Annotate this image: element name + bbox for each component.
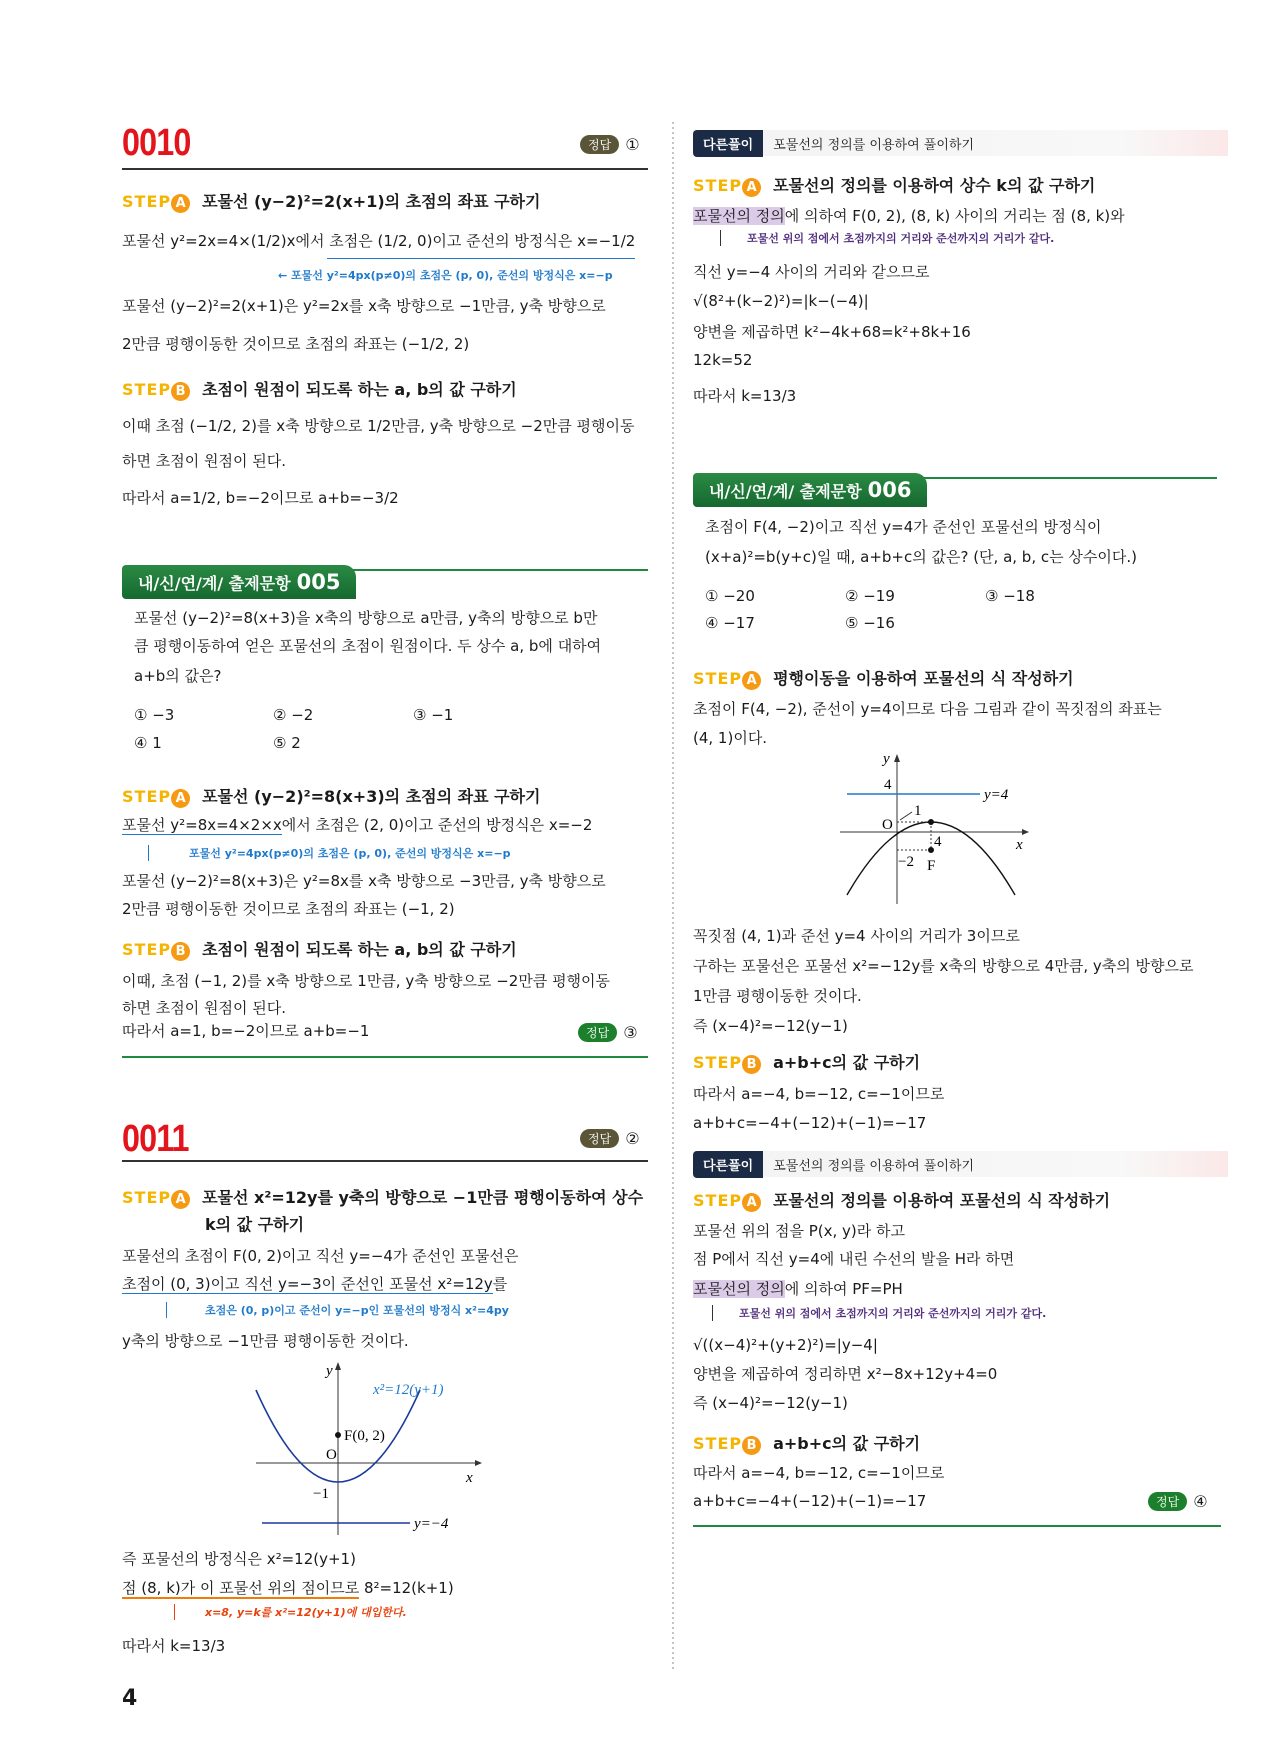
step-b-heading: STEP B a+b+c의 값 구하기: [693, 1053, 921, 1072]
origin-label: O: [882, 817, 893, 833]
choice-4: ④ 1: [134, 734, 162, 752]
section-rule: [122, 1056, 648, 1058]
choice-1: ① −3: [134, 706, 175, 724]
section-rule: [693, 1525, 1221, 1527]
answer-value: ①: [625, 135, 640, 154]
annotation: 초점은 (0, p)이고 준선이 y=−p인 포물선의 방정식 x²=4py: [166, 1302, 509, 1318]
answer-006: 정답 ④: [1148, 1491, 1208, 1511]
step-b-heading: STEP B 초점이 원점이 되도록 하는 a, b의 값 구하기: [122, 940, 517, 959]
step-a-heading: STEP A 포물선 (y−2)²=8(x+3)의 초점의 좌표 구하기: [122, 787, 541, 806]
focus-label: F: [927, 858, 936, 874]
step-a-heading: STEP A 평행이동을 이용하여 포물선의 식 작성하기: [693, 669, 1074, 688]
step-a-heading: STEP A 포물선 (y−2)²=2(x+1)의 초점의 좌표 구하기: [122, 192, 541, 211]
solution-line: 포물선의 초점이 F(0, 2)이고 직선 y=−4가 준선인 포물선은: [122, 1247, 519, 1265]
x-label: x: [1016, 837, 1023, 853]
question-line: a+b의 값은?: [134, 667, 222, 685]
annotation: 포물선 위의 점에서 초점까지의 거리와 준선까지의 거리가 같다.: [720, 230, 1054, 246]
step-a-heading: STEP A 포물선의 정의를 이용하여 포물선의 식 작성하기: [693, 1191, 1111, 1210]
graph-006: [840, 751, 1029, 904]
choice-3: ③ −18: [985, 587, 1035, 605]
answer-0010: [580, 134, 640, 154]
page-number: 4: [122, 1686, 138, 1711]
solution-line: 포물선의 정의에 의하여 PF=PH: [693, 1280, 903, 1298]
solution-line: 이때 초점 (−1/2, 2)를 x축 방향으로 1/2만큼, y축 방향으로 −2만큼 평행이동: [122, 417, 635, 435]
y4-label: 4: [884, 777, 892, 793]
solution-line: 따라서 k=13/3: [693, 387, 797, 405]
solution-line: 즉 포물선의 방정식은 x²=12(y+1): [122, 1550, 356, 1568]
solution-line: a+b+c=−4+(−12)+(−1)=−17: [693, 1492, 927, 1510]
curve-label: x²=12(y+1): [373, 1382, 444, 1398]
solution-line: 포물선의 정의에 의하여 F(0, 2), (8, k) 사이의 거리는 점 (8, k)와: [693, 207, 1125, 225]
solution-line: 포물선 (y−2)²=2(x+1)은 y²=2x를 x축 방향으로 −1만큼, y축 방향으로: [122, 297, 606, 315]
solution-line: y축의 방향으로 −1만큼 평행이동한 것이다.: [122, 1332, 409, 1350]
banner-005: 내/신/연/계/ 출제문항 005: [122, 565, 356, 599]
choice-2: ② −19: [845, 587, 895, 605]
solution-line: 2만큼 평행이동한 것이므로 초점의 좌표는 (−1, 2): [122, 900, 455, 918]
y-label: y: [326, 1363, 333, 1379]
choice-4: ④ −17: [705, 614, 755, 632]
solution-line: 따라서 a=−4, b=−12, c=−1이므로: [693, 1464, 945, 1482]
question-line: 포물선 (y−2)²=8(x+3)을 x축의 방향으로 a만큼, y축의 방향으로 b만: [134, 609, 598, 627]
solution-line: 이때, 초점 (−1, 2)를 x축 방향으로 1만큼, y축 방향으로 −2만큼 평행이동: [122, 972, 611, 990]
solution-line: 꼭짓점 (4, 1)과 준선 y=4 사이의 거리가 3이므로: [693, 927, 1020, 945]
solution-line: 포물선 (y−2)²=8(x+3)은 y²=8x를 x축 방향으로 −3만큼, y축 방향으로: [122, 872, 606, 890]
y-label: y: [883, 751, 890, 767]
title-rule: [122, 168, 648, 170]
answer-0011: 정답 ②: [580, 1128, 640, 1148]
choice-3: ③ −1: [413, 706, 454, 724]
solution-line: 직선 y=−4 사이의 거리와 같으므로: [693, 263, 930, 281]
answer-005: 정답 ③: [578, 1022, 638, 1042]
vertex-label: −1: [313, 1486, 329, 1502]
vertex-y-label: 1: [914, 803, 922, 819]
solution-line: 점 (8, k)가 이 포물선 위의 점이므로 8²=12(k+1): [122, 1579, 454, 1597]
solution-line: 따라서 a=1, b=−2이므로 a+b=−1: [122, 1022, 370, 1040]
solution-line: (4, 1)이다.: [693, 729, 768, 747]
question-line: 초점이 F(4, −2)이고 직선 y=4가 준선인 포물선의 방정식이: [705, 518, 1102, 536]
answer-badge: 정답: [580, 135, 619, 154]
underline: [327, 258, 635, 259]
solution-line: a+b+c=−4+(−12)+(−1)=−17: [693, 1114, 927, 1132]
solution-line: 양변을 제곱하면 k²−4k+68=k²+8k+16: [693, 323, 971, 341]
solution-line: 초점이 (0, 3)이고 직선 y=−3이 준선인 포물선 x²=12y를: [122, 1275, 508, 1293]
choice-1: ① −20: [705, 587, 755, 605]
solution-line: 12k=52: [693, 351, 753, 369]
question-line: (x+a)²=b(y+c)일 때, a+b+c의 값은? (단, a, b, c는 상수이다.): [705, 548, 1137, 566]
solution-line: 포물선 위의 점을 P(x, y)라 하고: [693, 1222, 906, 1240]
choice-5: ⑤ 2: [273, 734, 301, 752]
solution-line: 1만큼 평행이동한 것이다.: [693, 987, 862, 1005]
solution-line: 하면 초점이 원점이 된다.: [122, 999, 286, 1017]
vertex-point: [928, 819, 934, 825]
step-a-heading-cont: k의 값 구하기: [205, 1215, 305, 1234]
alt-solution-header: 다른풀이 포물선의 정의를 이용하여 풀이하기: [693, 130, 1228, 156]
question-line: 큼 평행이동하여 얻은 포물선의 초점이 원점이다. 두 상수 a, b에 대하여: [134, 637, 602, 655]
solution-line: √((x−4)²+(y+2)²)=|y−4|: [693, 1336, 878, 1354]
y-axis-arrow: [894, 754, 900, 762]
alt-solution-header: 다른풀이 포물선의 정의를 이용하여 풀이하기: [693, 1151, 1228, 1177]
solution-line: 즉 (x−4)²=−12(y−1): [693, 1017, 848, 1035]
solution-line: 따라서 a=−4, b=−12, c=−1이므로: [693, 1085, 945, 1103]
focus-point: [335, 1432, 341, 1438]
directrix-label: y=−4: [414, 1516, 449, 1532]
x4-label: 4: [934, 834, 942, 850]
choice-5: ⑤ −16: [845, 614, 895, 632]
solution-line: 포물선 y²=8x=4×2×x에서 초점은 (2, 0)이고 준선의 방정식은 x=−2: [122, 816, 593, 834]
solution-line: 양변을 제곱하여 정리하면 x²−8x+12y+4=0: [693, 1365, 998, 1383]
banner-006: 내/신/연/계/ 출제문항 006: [693, 473, 927, 507]
title-rule: [122, 1160, 648, 1162]
step-b-heading: STEP B a+b+c의 값 구하기: [693, 1434, 921, 1453]
graph-0011: [256, 1362, 482, 1535]
solution-line: 즉 (x−4)²=−12(y−1): [693, 1394, 848, 1412]
solution-line: 따라서 k=13/3: [122, 1637, 226, 1655]
focus-y-label: −2: [898, 854, 914, 870]
choice-2: ② −2: [273, 706, 314, 724]
x-axis-arrow: [475, 1460, 482, 1466]
problem-number-0011: 0011: [122, 1118, 189, 1160]
annotation: x=8, y=k를 x²=12(y+1)에 대입한다.: [174, 1604, 407, 1620]
solution-line: 포물선 y²=2x=4×(1/2)x에서 초점은 (1/2, 0)이고 준선의 방정식은 x=−1/2: [122, 232, 636, 250]
step-a-heading: STEP A 포물선 x²=12y를 y축의 방향으로 −1만큼 평행이동하여 상수: [122, 1188, 644, 1207]
vertex-pointer: [900, 812, 912, 820]
step-a-heading: STEP A 포물선의 정의를 이용하여 상수 k의 값 구하기: [693, 176, 1096, 195]
solution-line: 하면 초점이 원점이 된다.: [122, 452, 286, 470]
solution-line: 초점이 F(4, −2), 준선이 y=4이므로 다음 그림과 같이 꼭짓점의 좌표는: [693, 700, 1162, 718]
solution-line: 점 P에서 직선 y=4에 내린 수선의 발을 H라 하면: [693, 1250, 1015, 1268]
line-label: y=4: [984, 787, 1009, 803]
solution-line: 2만큼 평행이동한 것이므로 초점의 좌표는 (−1/2, 2): [122, 335, 470, 353]
annotation: 포물선 y²=4px(p≠0)의 초점은 (p, 0), 준선의 방정식은 x=−p: [148, 845, 511, 861]
focus-label: F(0, 2): [344, 1428, 385, 1444]
solution-line: 따라서 a=1/2, b=−2이므로 a+b=−3/2: [122, 489, 399, 507]
step-b-heading: STEP B 초점이 원점이 되도록 하는 a, b의 값 구하기: [122, 380, 517, 399]
origin-label: O: [326, 1447, 337, 1463]
x-label: x: [466, 1470, 473, 1486]
solution-line: √(8²+(k−2)²)=|k−(−4)|: [693, 292, 869, 310]
problem-number-0010: 0010: [122, 122, 191, 164]
annotation: ← 포물선 y²=4px(p≠0)의 초점은 (p, 0), 준선의 방정식은 x=−p: [278, 269, 613, 282]
x-axis-arrow: [1022, 829, 1029, 835]
y-axis-arrow: [335, 1362, 341, 1370]
annotation: 포물선 위의 점에서 초점까지의 거리와 준선까지의 거리가 같다.: [712, 1305, 1046, 1321]
solution-line: 구하는 포물선은 포물선 x²=−12y를 x축의 방향으로 4만큼, y축의 방향으로: [693, 957, 1194, 975]
